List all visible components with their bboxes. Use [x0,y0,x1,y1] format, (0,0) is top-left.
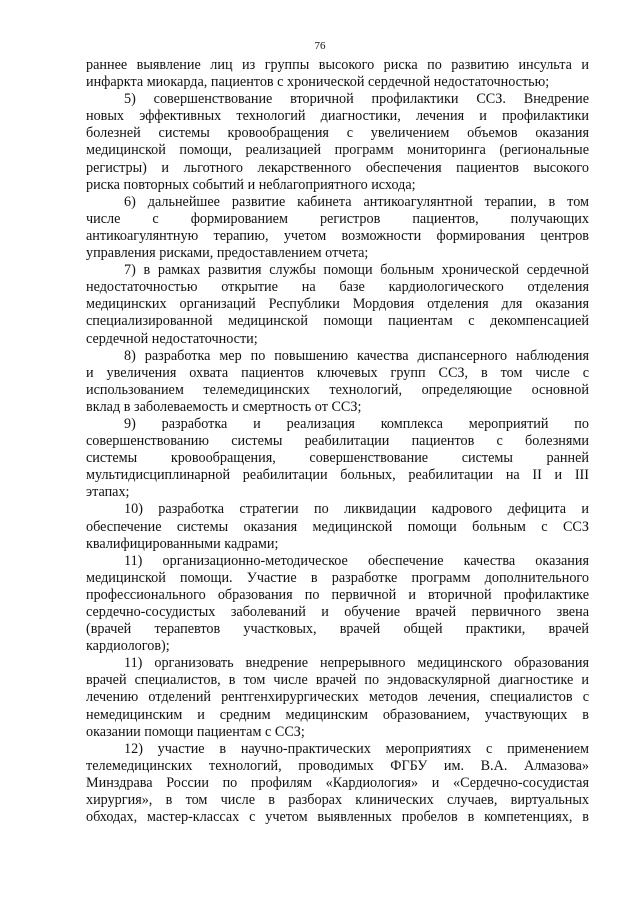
text-line: вклад в заболеваемость и смертность от ССЗ; [86,398,362,415]
text-line: системы кровообращения, совершенствование системы ранней [86,450,589,467]
text-line: медицинской помощи, реализацией программ мониторинга (региональные [86,142,589,159]
text-line: этапах; [86,484,130,501]
text-line: новых эффективных технологий диагностики, лечения и профилактики [86,108,589,125]
text-line: совершенствованию системы реабилитации пациентов с болезнями [86,433,589,450]
text-line: регистры) и льготного лекарственного обеспечения пациентов высокого [86,159,589,176]
text-line: 8) разработка мер по повышению качества диспансерного наблюдения [124,347,589,364]
text-line: немедицинским и средним медицинским образованием, участвующих в [86,706,589,723]
text-line: специализированной медицинской помощи пациентам с декомпенсацией [86,313,589,330]
text-line: 11) организовать внедрение непрерывного медицинского образования [124,655,589,672]
text-line: антикоагулянтную терапию, учетом возможности формирования центров [86,227,589,244]
text-line: 6) дальнейшее развитие кабинета антикоагулянтной терапии, в том [124,193,589,210]
text-line: врачей специалистов, в том числе врачей по эндоваскулярной диагностике и [86,672,589,689]
text-line: (врачей терапевтов участковых, врачей общей практики, врачей [86,621,589,638]
text-line: 12) участие в научно-практических мероприятиях с применением [124,740,589,757]
text-line: использованием телемедицинских технологий, определяющие основной [86,381,589,398]
text-line: 10) разработка стратегии по ликвидации кадрового дефицита и [124,501,589,518]
text-line: обходах, мастер-классах с учетом выявленных пробелов в компетенциях, в [86,809,589,826]
text-line: болезней системы кровообращения с увеличением объемов оказания [86,125,589,142]
text-line: обеспечение системы оказания медицинской помощи больным с ССЗ [86,518,589,535]
text-line: квалифицированными кадрами; [86,535,279,552]
text-line: инфаркта миокарда, пациентов с хронической сердечной недостаточностью; [86,74,550,91]
text-line: Минздрава России по профилям «Кардиология» и «Сердечно-сосудистая [86,774,589,791]
text-line: медицинских организаций Республики Мордовия отделения для оказания [86,296,589,313]
text-line: мультидисциплинарной реабилитации больных, реабилитации на II и III [86,467,589,484]
text-line: числе с формированием регистров пациентов, получающих [86,210,589,227]
text-line: 11) организационно-методическое обеспечение качества оказания [124,552,589,569]
text-line: 9) разработка и реализация комплекса мероприятий по [124,415,589,432]
text-line: кардиологов); [86,638,170,655]
text-line: лечению отделений рентгенхирургических методов лечения, специалистов с [86,689,589,706]
text-line: 5) совершенствование вторичной профилактики ССЗ. Внедрение [124,91,589,108]
text-line: недостаточностью открытие на базе кардиологического отделения [86,279,589,296]
page-number: 76 [314,40,326,52]
text-line: раннее выявление лиц из группы высокого риска по развитию инсульта и [86,57,589,73]
document-body-text [86,57,589,826]
text-line: и увеличения охвата пациентов ключевых групп ССЗ, в том числе с [86,364,589,381]
text-line: телемедицинских технологий, проводимых ФГБУ им. В.А. Алмазова» [86,757,589,774]
text-line: сердечной недостаточности; [86,330,258,347]
text-line: медицинской помощи. Участие в разработке программ дополнительного [86,569,589,586]
text-line: профессионального образования по первичной и вторичной профилактике [86,586,589,603]
text-line: риска повторных событий и неблагоприятного исхода; [86,176,416,193]
text-line: сердечно-сосудистых заболеваний и обучение врачей первичного звена [86,604,589,620]
text-line: хирургия», в том числе в разборах клинических случаев, виртуальных [86,792,589,809]
text-line: оказании помощи пациентам с ССЗ; [86,723,305,740]
text-line: 7) в рамках развития службы помощи больным хронической сердечной [124,262,589,279]
text-line: управления рисками, предоставлением отчета; [86,245,369,262]
